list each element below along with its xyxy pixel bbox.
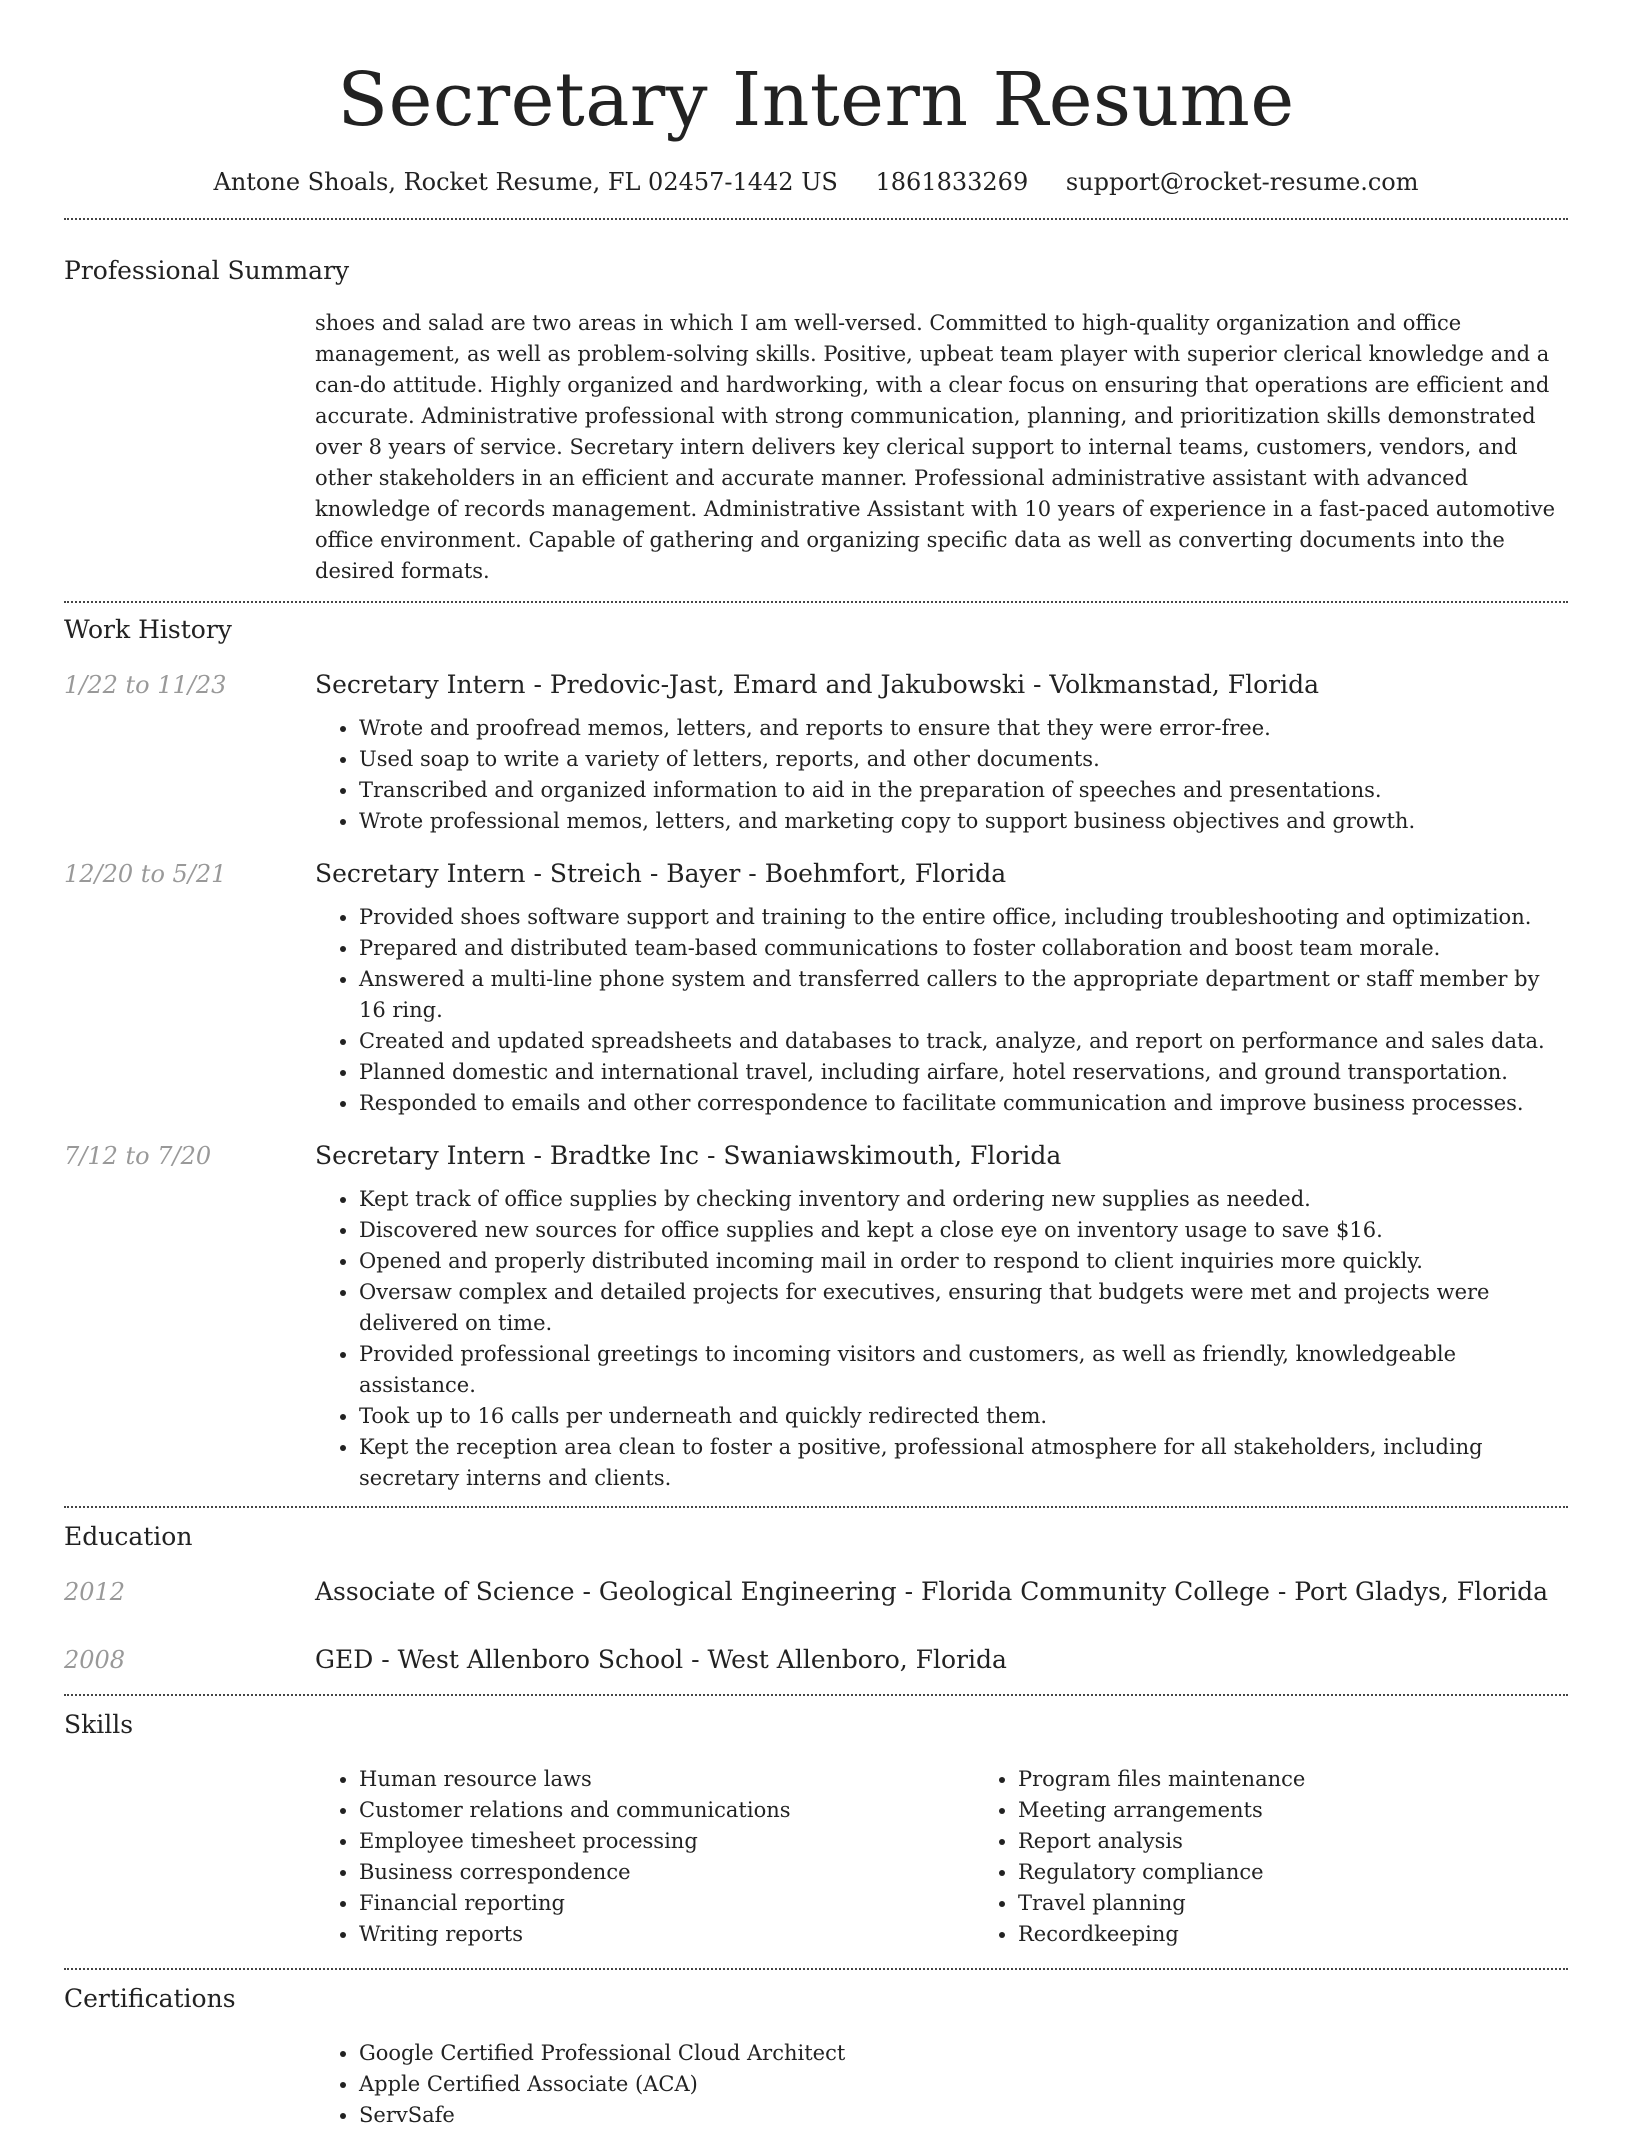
job-entry	[64, 1140, 1568, 1494]
job-details	[315, 669, 1568, 837]
skill-item: • Financial reporting	[359, 1888, 974, 1919]
education-details	[315, 1576, 1568, 1608]
job-bullet: • Opened and properly distributed incoming mail in order to respond to client inquiries more quickly.	[359, 1246, 1568, 1277]
education-degree: Associate of Science - Geological Engineering - Florida Community College - Port Gladys, Florida	[315, 1577, 1548, 1606]
job-bullets	[315, 1184, 1568, 1494]
section-heading-work: Work History	[64, 615, 232, 644]
skills-row	[64, 1764, 1568, 1950]
skill-item: • Human resource laws	[359, 1764, 974, 1795]
job-dates: 1/22 to 11/23	[64, 671, 227, 699]
job-bullet: • Planned domestic and international travel, including airfare, hotel reservations, and ground transportation.	[359, 1057, 1568, 1088]
skill-item: • Regulatory compliance	[1018, 1857, 1632, 1888]
education-year: 2008	[64, 1646, 126, 1674]
job-bullet: • Kept track of office supplies by checking inventory and ordering new supplies as needed.	[359, 1184, 1568, 1215]
skill-item: • Recordkeeping	[1018, 1919, 1632, 1950]
summary-content	[315, 308, 1568, 587]
certification-item: • Google Certified Professional Cloud Architect	[359, 2038, 1568, 2069]
job-title: Secretary Intern - Streich - Bayer - Boehmfort, Florida	[315, 859, 1007, 888]
job-title: Secretary Intern - Predovic-Jast, Emard and Jakubowski - Volkmanstad, Florida	[315, 670, 1319, 699]
summary-text: shoes and salad are two areas in which I am well-versed. Committed to high-quality organization and office management, as well as problem-solving skills. Positive, upbeat team player with superior clerical knowledge and a can-do attitude. Highly organized and hardworking, with a clear focus on ensuring that operations are efficient and accurate. Administrative professional with strong communication, planning, and prioritization skills demonstrated over 8 years of service. Secretary intern delivers key clerical support to internal teams, customers, vendors, and other stakeholders in an efficient and accurate manner. Professional administrative assistant with advanced knowledge of records management. Administrative Assistant with 10 years of experience in a fast-paced automotive office environment. Capable of gathering and organizing specific data as well as converting documents into the desired formats.	[315, 311, 1556, 583]
skills-list-left	[315, 1764, 974, 1950]
section-divider	[64, 1694, 1568, 1696]
certifications-list	[315, 2038, 1568, 2131]
job-entry	[64, 669, 1568, 837]
education-degree: GED - West Allenboro School - West Allenboro, Florida	[315, 1645, 1007, 1674]
certifications-section	[64, 1982, 1568, 2131]
job-bullet: • Discovered new sources for office supplies and kept a close eye on inventory usage to save $16.	[359, 1215, 1568, 1246]
job-bullet: • Oversaw complex and detailed projects for executives, ensuring that budgets were met and projects were delivered on time.	[359, 1277, 1568, 1339]
education-year: 2012	[64, 1578, 126, 1606]
job-bullet: • Kept the reception area clean to foster a positive, professional atmosphere for all stakeholders, including secretary interns and clients.	[359, 1432, 1568, 1494]
skill-item: • Report analysis	[1018, 1826, 1632, 1857]
job-bullet: • Wrote and proofread memos, letters, and reports to ensure that they were error-free.	[359, 713, 1568, 744]
contact-address: Antone Shoals, Rocket Resume, FL 02457-1442 US	[213, 168, 838, 196]
job-dates: 12/20 to 5/21	[64, 860, 227, 888]
job-bullets	[315, 902, 1568, 1119]
job-bullet: • Prepared and distributed team-based communications to foster collaboration and boost team morale.	[359, 933, 1568, 964]
summary-row	[64, 308, 1568, 587]
work-history-section	[64, 613, 1568, 1494]
section-divider	[64, 218, 1568, 220]
skill-item: • Travel planning	[1018, 1888, 1632, 1919]
job-bullet: • Transcribed and organized information to aid in the preparation of speeches and presentations.	[359, 775, 1568, 806]
job-bullet: • Took up to 16 calls per underneath and quickly redirected them.	[359, 1401, 1568, 1432]
job-bullet: • Responded to emails and other correspondence to facilitate communication and improve business processes.	[359, 1088, 1568, 1119]
education-section	[64, 1520, 1568, 1676]
job-bullet: • Provided professional greetings to incoming visitors and customers, as well as friendly, knowledgeable assistance.	[359, 1339, 1568, 1401]
skills-columns	[315, 1764, 1632, 1950]
resume-title: Secretary Intern Resume	[337, 57, 1295, 143]
job-bullet: • Answered a multi-line phone system and transferred callers to the appropriate department or staff member by 16 ring.	[359, 964, 1568, 1026]
job-bullets	[315, 713, 1568, 837]
contact-phone: 1861833269	[875, 168, 1029, 196]
certifications-row	[64, 2038, 1568, 2131]
education-entry	[64, 1644, 1568, 1676]
skills-list-right	[974, 1764, 1632, 1950]
skill-item: • Writing reports	[359, 1919, 974, 1950]
professional-summary-section	[64, 254, 1568, 587]
job-bullet: • Provided shoes software support and training to the entire office, including troubleshooting and optimization.	[359, 902, 1568, 933]
skill-item: • Meeting arrangements	[1018, 1795, 1632, 1826]
section-divider	[64, 601, 1568, 603]
certifications-content	[315, 2038, 1568, 2131]
skill-item: • Customer relations and communications	[359, 1795, 974, 1826]
contact-line	[64, 166, 1568, 198]
section-heading-certifications: Certifications	[64, 1984, 236, 2013]
job-details	[315, 1140, 1568, 1494]
skills-section	[64, 1708, 1568, 1950]
section-divider	[64, 1506, 1568, 1508]
section-divider	[64, 1968, 1568, 1970]
skill-item: • Business correspondence	[359, 1857, 974, 1888]
job-dates: 7/12 to 7/20	[64, 1142, 212, 1170]
section-heading-skills: Skills	[64, 1710, 134, 1739]
job-entry	[64, 858, 1568, 1119]
job-details	[315, 858, 1568, 1119]
section-heading-education: Education	[64, 1522, 193, 1551]
education-details	[315, 1644, 1568, 1676]
certification-item: • Apple Certified Associate (ACA)	[359, 2069, 1568, 2100]
skill-item: • Employee timesheet processing	[359, 1826, 974, 1857]
job-bullet: • Wrote professional memos, letters, and marketing copy to support business objectives and growth.	[359, 806, 1568, 837]
education-entry	[64, 1576, 1568, 1608]
skill-item: • Program files maintenance	[1018, 1764, 1632, 1795]
job-bullet: • Used soap to write a variety of letters, reports, and other documents.	[359, 744, 1568, 775]
resume-header	[64, 0, 1568, 198]
contact-email: support@rocket-resume.com	[1065, 168, 1419, 196]
certification-item: • ServSafe	[359, 2100, 1568, 2131]
section-heading-summary: Professional Summary	[64, 256, 350, 285]
job-title: Secretary Intern - Bradtke Inc - Swaniawskimouth, Florida	[315, 1141, 1062, 1170]
job-bullet: • Created and updated spreadsheets and databases to track, analyze, and report on performance and sales data.	[359, 1026, 1568, 1057]
